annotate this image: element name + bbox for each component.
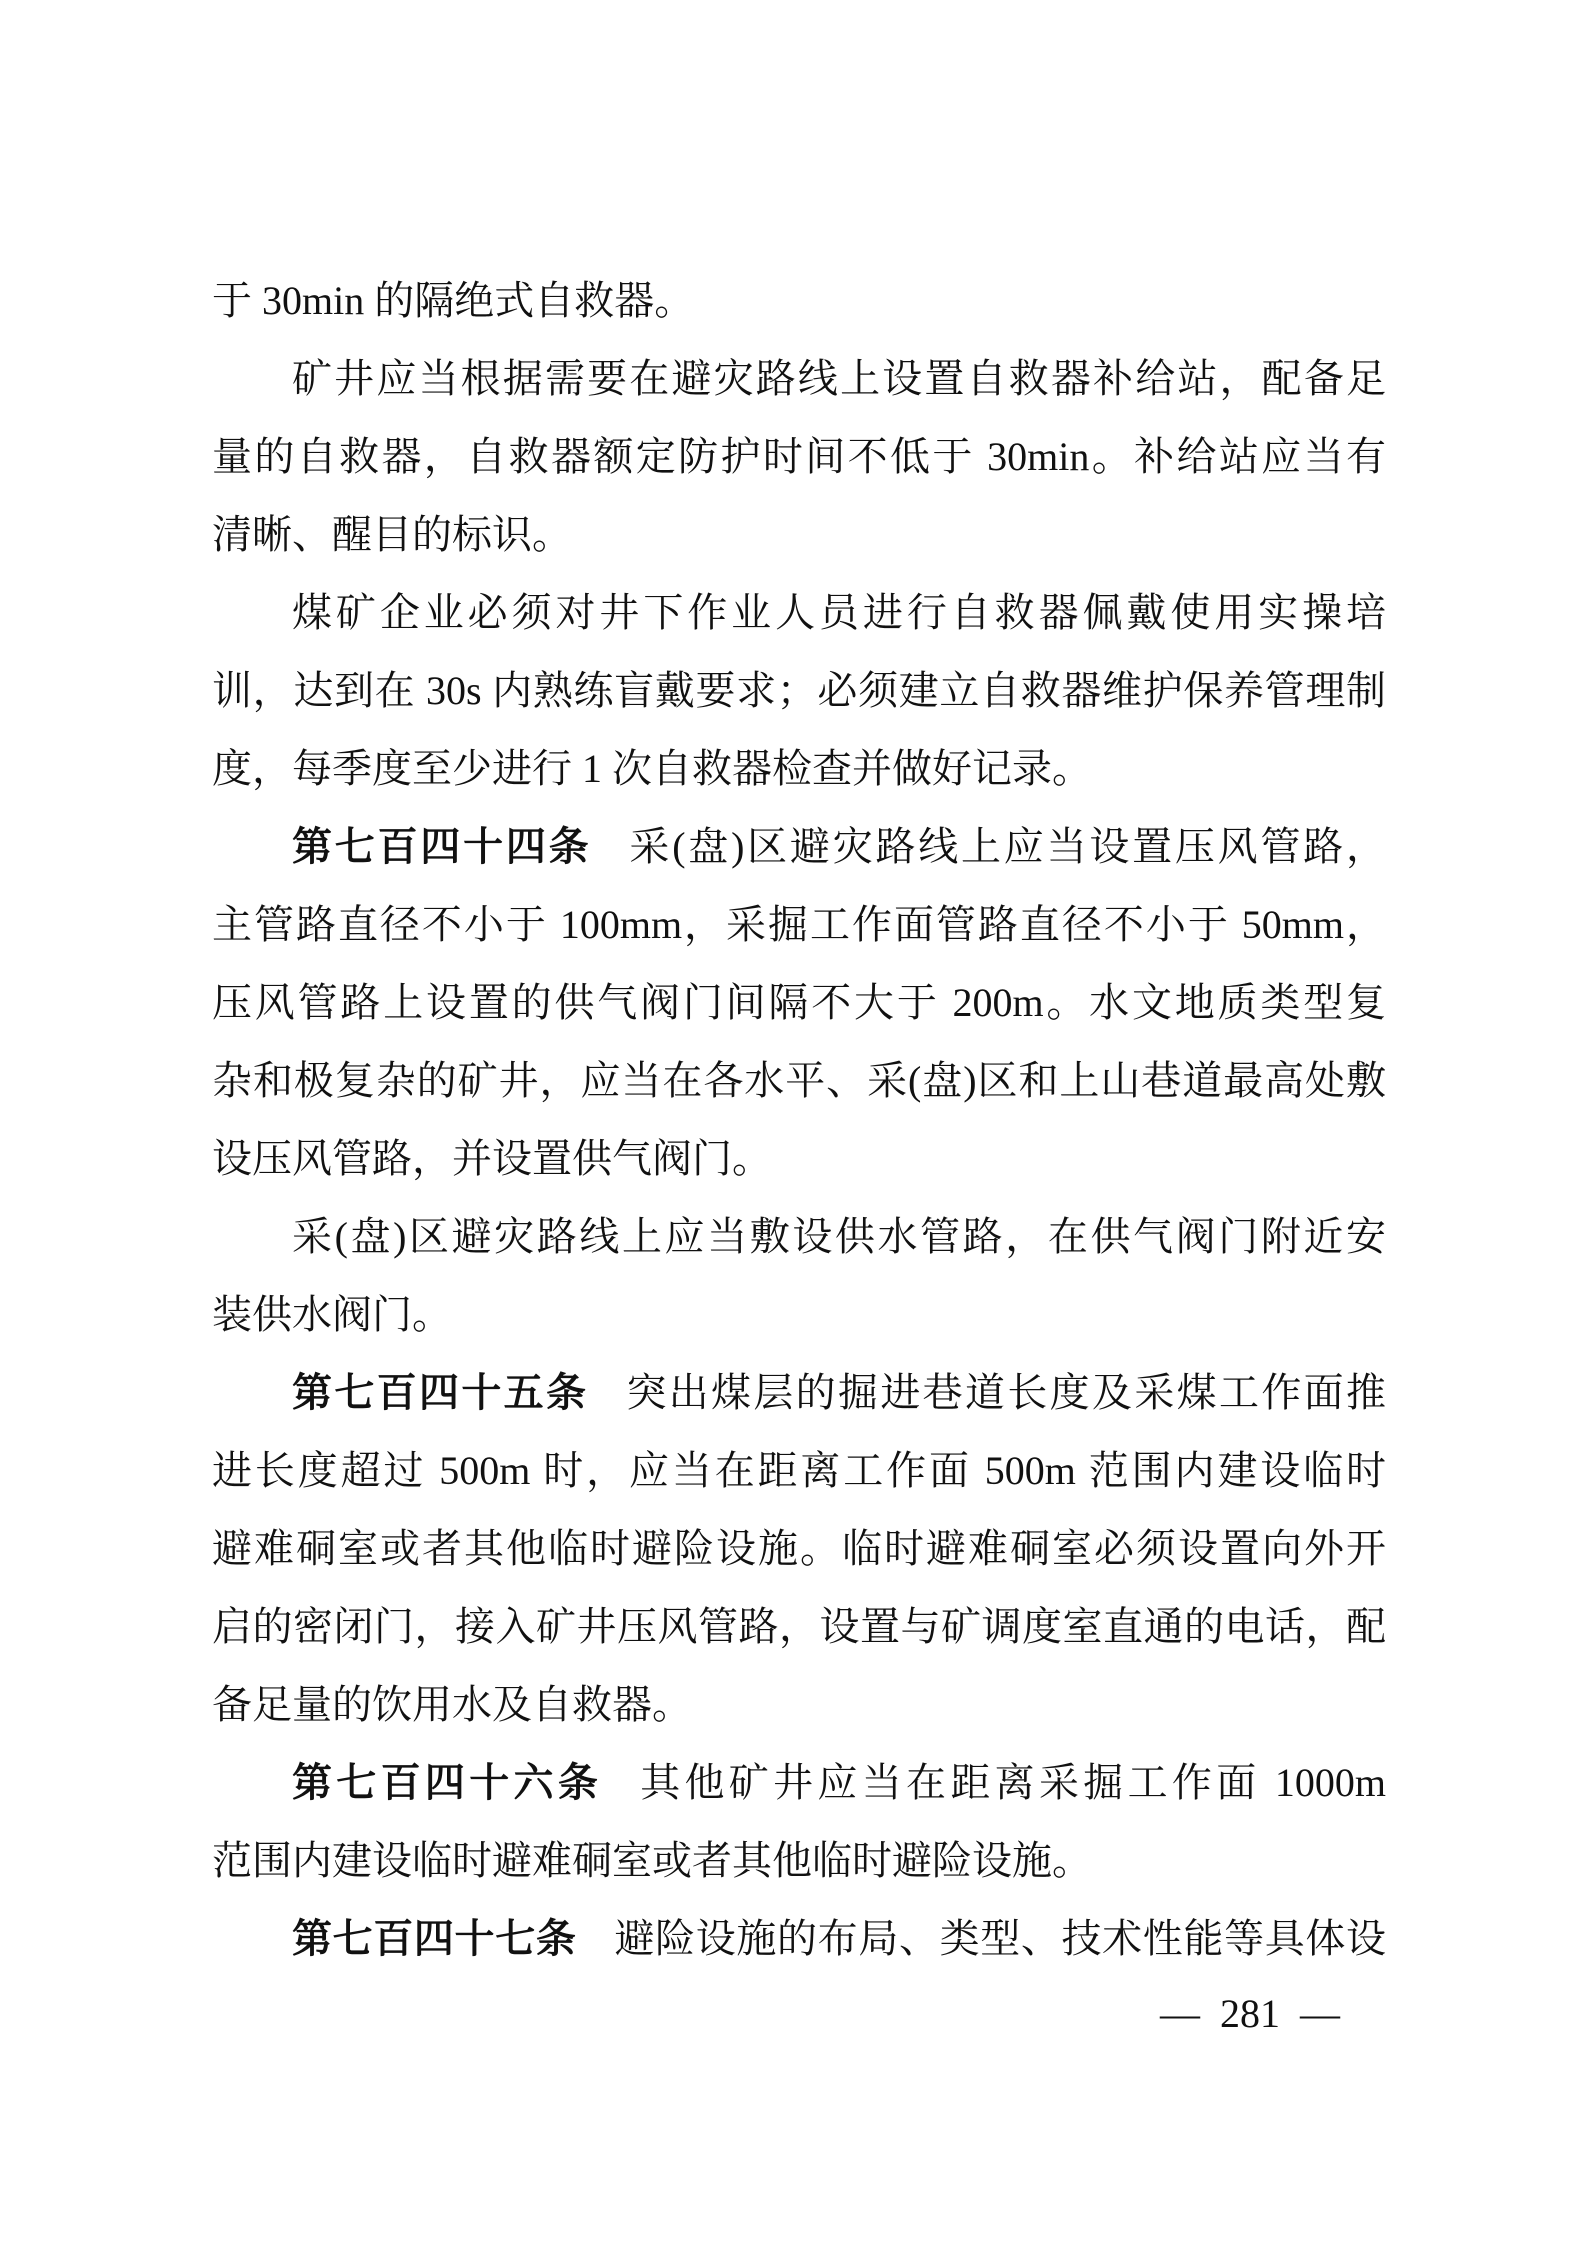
line-text: 备足量的饮用水及自救器。 (212, 1682, 692, 1727)
line-text: 避险设施的布局、类型、技术性能等具体设 (614, 1916, 1387, 1961)
article-line (212, 1354, 1386, 1432)
line-text: 矿井应当根据需要在避灾路线上设置自救器补给站，配备足 (292, 356, 1386, 401)
text-line (212, 496, 1386, 574)
line-text: 压风管路上设置的供气阀门间隔不大于 200m。水文地质类型复 (212, 980, 1386, 1025)
article-line (212, 1900, 1386, 1978)
line-text: 清晰、醒目的标识。 (212, 512, 572, 557)
line-text: 采(盘)区避灾路线上应当设置压风管路， (629, 824, 1387, 869)
text-line (212, 1276, 1386, 1354)
text-line (212, 964, 1386, 1042)
line-text: 装供水阀门。 (212, 1292, 452, 1337)
line-text: 训，达到在 30s 内熟练盲戴要求；必须建立自救器维护保养管理制 (212, 668, 1386, 713)
line-text: 主管路直径不小于 100mm，采掘工作面管路直径不小于 50mm， (212, 902, 1386, 947)
line-text: 启的密闭门，接入矿井压风管路，设置与矿调度室直通的电话，配 (212, 1604, 1386, 1649)
article-line (212, 808, 1386, 886)
text-line (212, 886, 1386, 964)
line-text: 突出煤层的掘进巷道长度及采煤工作面推 (626, 1370, 1387, 1415)
line-text: 范围内建设临时避难硐室或者其他临时避险设施。 (212, 1838, 1092, 1883)
text-line (212, 574, 1386, 652)
line-text: 于 30min 的隔绝式自救器。 (212, 278, 695, 323)
text-line (212, 262, 1386, 340)
document-lines (212, 262, 1386, 1978)
text-line (212, 1822, 1386, 1900)
line-text: 避难硐室或者其他临时避险设施。临时避难硐室必须设置向外开 (212, 1526, 1386, 1571)
article-number: 第七百四十七条 (292, 1917, 577, 1961)
line-text: 煤矿企业必须对井下作业人员进行自救器佩戴使用实操培 (292, 590, 1386, 635)
text-line (212, 1510, 1386, 1588)
text-line (212, 1120, 1386, 1198)
text-line (212, 730, 1386, 808)
line-text: 采(盘)区避灾路线上应当敷设供水管路，在供气阀门附近安 (292, 1214, 1386, 1259)
text-line (212, 1432, 1386, 1510)
article-number: 第七百四十五条 (292, 1371, 589, 1415)
text-line (212, 1666, 1386, 1744)
line-text: 其他矿井应当在距离采掘工作面 1000m (640, 1760, 1386, 1805)
text-line (212, 418, 1386, 496)
text-line (212, 340, 1386, 418)
text-line (212, 1042, 1386, 1120)
text-line (212, 652, 1386, 730)
page-footer (1160, 1992, 1340, 2036)
line-text: 进长度超过 500m 时，应当在距离工作面 500m 范围内建设临时 (212, 1448, 1386, 1493)
line-text: 设压风管路，并设置供气阀门。 (212, 1136, 772, 1181)
line-text: 杂和极复杂的矿井，应当在各水平、采(盘)区和上山巷道最高处敷 (212, 1058, 1386, 1103)
text-line (212, 1198, 1386, 1276)
line-text: 度，每季度至少进行 1 次自救器检查并做好记录。 (212, 746, 1092, 791)
article-line (212, 1744, 1386, 1822)
document-body (212, 262, 1386, 1978)
line-text: 量的自救器，自救器额定防护时间不低于 30min。补给站应当有 (212, 434, 1386, 479)
page-number: — 281 — (1160, 1991, 1340, 2036)
article-number: 第七百四十六条 (292, 1761, 603, 1805)
article-number: 第七百四十四条 (292, 825, 592, 869)
text-line (212, 1588, 1386, 1666)
